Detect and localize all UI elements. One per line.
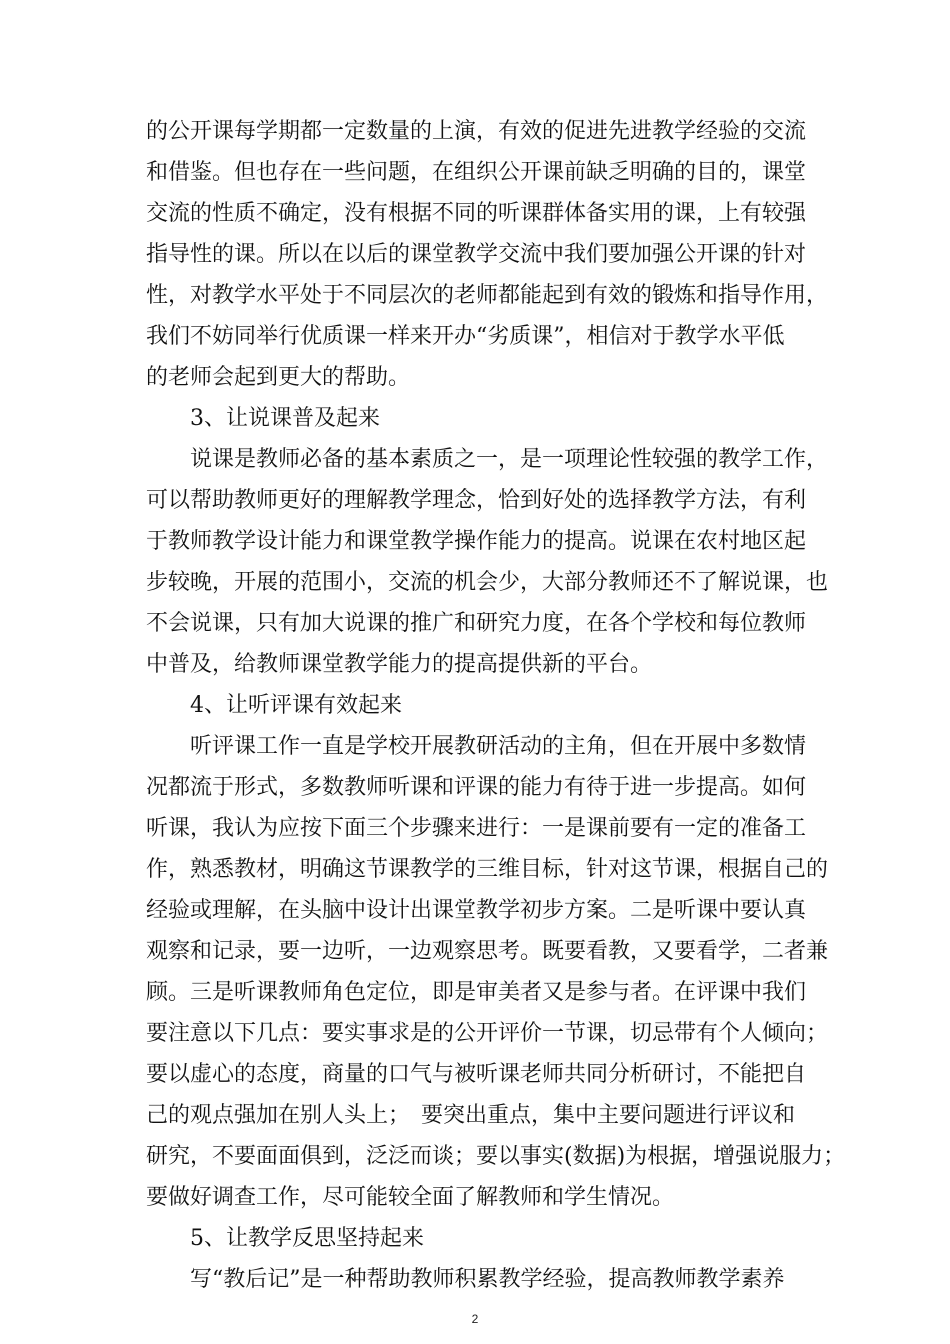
text-line: 于教师教学设计能力和课堂教学操作能力的提高。说课在农村地区起 xyxy=(146,529,807,554)
text-line: 交流的性质不确定，没有根据不同的听课群体备实用的课，上有较强 xyxy=(146,201,807,226)
text-line: 要以虚心的态度，商量的口气与被听课老师共同分析研讨，不能把自 xyxy=(146,1062,807,1087)
text-line: 听课，我认为应按下面三个步骤来进行：一是课前要有一定的准备工 xyxy=(146,816,807,841)
text-line: 经验或理解，在头脑中设计出课堂教学初步方案。二是听课中要认真 xyxy=(146,898,807,923)
text-line: 的公开课每学期都一定数量的上演，有效的促进先进教学经验的交流 xyxy=(146,119,807,144)
text-line: 况都流于形式，多数教师听课和评课的能力有待于进一步提高。如何 xyxy=(146,775,807,800)
text-line: 的老师会起到更大的帮助。 xyxy=(146,365,411,390)
text-line: 要注意以下几点：要实事求是的公开评价一节课，切忌带有个人倾向； xyxy=(146,1021,829,1046)
text-line: 说课是教师必备的基本素质之一，是一项理论性较强的教学工作， xyxy=(190,447,829,472)
text-line: 听评课工作一直是学校开展教研活动的主角，但在开展中多数情 xyxy=(190,734,807,759)
text-line: 可以帮助教师更好的理解教学理念，恰到好处的选择教学方法，有利 xyxy=(146,488,807,513)
text-line: 研究，不要面面俱到，泛泛而谈；要以事实(数据)为根据，增强说服力； xyxy=(146,1144,846,1169)
text-line: 中普及，给教师课堂教学能力的提高提供新的平台。 xyxy=(146,652,653,677)
text-line: 己的观点强加在别人头上； 要突出重点，集中主要问题进行评议和 xyxy=(146,1103,796,1128)
text-line: 顾。三是听课教师角色定位，即是审美者又是参与者。在评课中我们 xyxy=(146,980,807,1005)
page-number: 2 xyxy=(471,1312,479,1326)
text-line: 和借鉴。但也存在一些问题，在组织公开课前缺乏明确的目的，课堂 xyxy=(146,160,807,185)
section-heading: 4、让听评课有效起来 xyxy=(190,693,402,718)
text-line: 不会说课，只有加大说课的推广和研究力度，在各个学校和每位教师 xyxy=(146,611,807,636)
text-line: 指导性的课。所以在以后的课堂教学交流中我们要加强公开课的针对 xyxy=(146,242,807,267)
section-heading: 3、让说课普及起来 xyxy=(190,406,380,431)
text-line: 要做好调查工作，尽可能较全面了解教师和学生情况。 xyxy=(146,1185,675,1210)
text-line: 我们不妨同举行优质课一样来开办“劣质课”，相信对于教学水平低 xyxy=(146,324,785,349)
text-line: 作，熟悉教材，明确这节课教学的三维目标，针对这节课，根据自己的 xyxy=(146,857,829,882)
text-line: 性，对教学水平处于不同层次的老师都能起到有效的锻炼和指导作用， xyxy=(146,283,829,308)
text-line: 观察和记录，要一边听，一边观察思考。既要看教，又要看学，二者兼 xyxy=(146,939,829,964)
text-line: 步较晚，开展的范围小，交流的机会少，大部分教师还不了解说课，也 xyxy=(146,570,829,595)
text-line: 写“教后记”是一种帮助教师积累教学经验，提高教师教学素养 xyxy=(190,1267,785,1292)
section-heading: 5、让教学反思坚持起来 xyxy=(190,1226,424,1251)
